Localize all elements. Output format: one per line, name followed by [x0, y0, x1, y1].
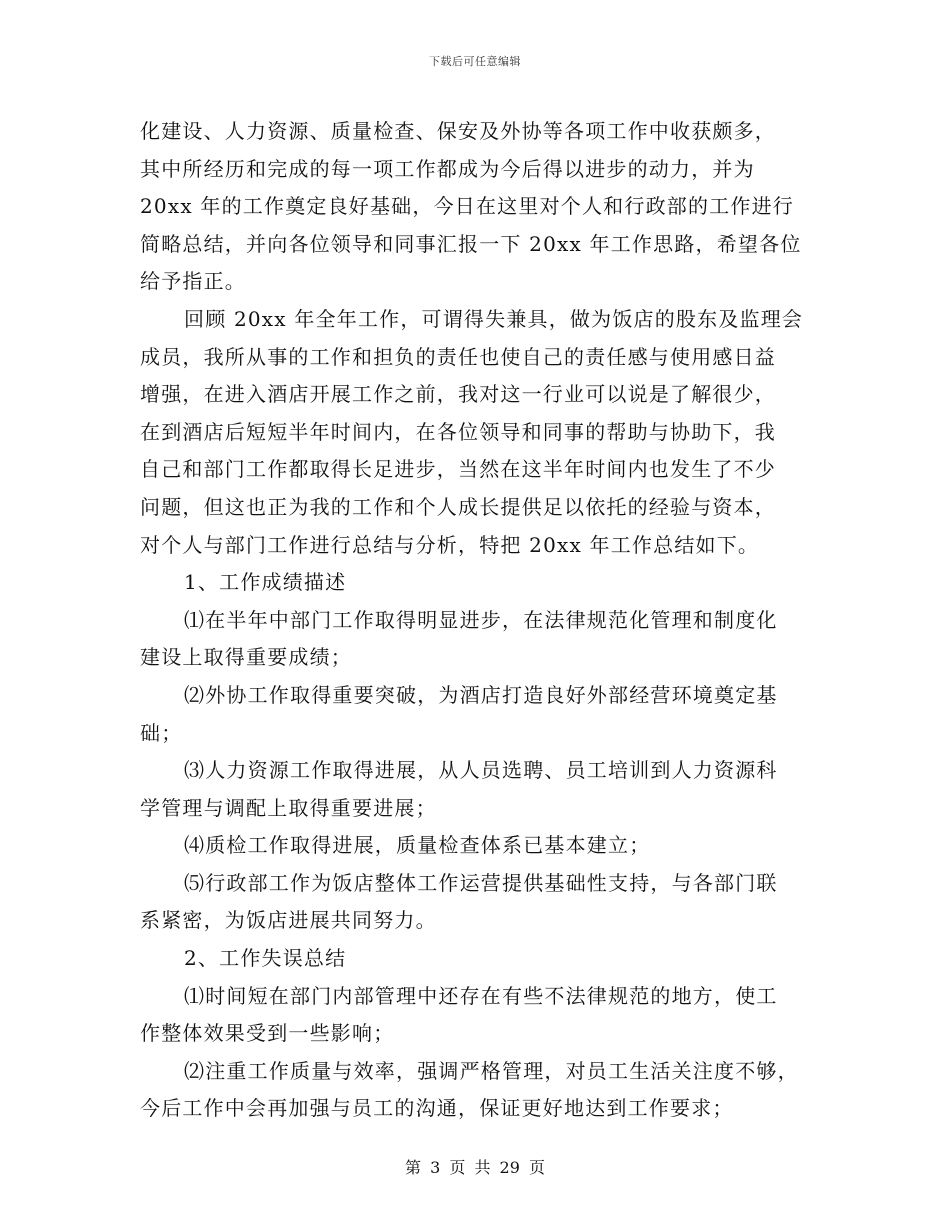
- text-line: ⑷质检工作取得进展，质量检查体系已基本建立；: [184, 833, 651, 858]
- text-line: 今后工作中会再加强与员工的沟通，保证更好地达到工作要求；: [140, 1096, 734, 1121]
- document-body: [140, 113, 820, 1128]
- text-line: 在到酒店后短短半年时间内，在各位领导和同事的帮助与协助下，我: [140, 419, 776, 444]
- text-line: 学管理与调配上取得重要进展；: [140, 795, 437, 820]
- text-line: 增强，在进入酒店开展工作之前，我对这一行业可以说是了解很少，: [140, 382, 776, 407]
- page-number-footer: 第 3 页 共 29 页: [405, 1158, 545, 1177]
- text-line: 系紧密，为饭店进展共同努力。: [140, 908, 437, 933]
- text-line: 对个人与部门工作进行总结与分析，特把 20xx 年工作总结如下。: [140, 532, 760, 557]
- text-line: 2、工作失误总结: [184, 946, 347, 971]
- text-line: 化建设、人力资源、质量检查、保安及外协等各项工作中收获颇多，: [140, 119, 776, 143]
- text-line: 成员，我所从事的工作和担负的责任也使自己的责任感与使用感日益: [140, 344, 776, 369]
- text-line: 1、工作成绩描述: [184, 570, 347, 595]
- text-line: ⑵注重工作质量与效率，强调严格管理，对员工生活关注度不够，: [184, 1058, 799, 1083]
- text-line: 问题，但这也正为我的工作和个人成长提供足以依托的经验与资本，: [140, 494, 776, 519]
- page-header: 下载后可任意编辑: [429, 55, 521, 68]
- text-line: 作整体效果受到一些影响；: [140, 1021, 395, 1046]
- text-line: 自己和部门工作都取得长足进步，当然在这半年时间内也发生了不少: [140, 457, 776, 482]
- text-line: 回顾 20xx 年全年工作，可谓得失兼具，做为饭店的股东及监理会: [184, 306, 804, 331]
- text-line: 给予指正。: [140, 269, 246, 294]
- text-line: 建设上取得重要成绩；: [140, 645, 352, 670]
- text-line: ⑴时间短在部门内部管理中还存在有些不法律规范的地方，使工: [184, 983, 778, 1008]
- text-line: 础；: [140, 720, 183, 745]
- text-line: ⑵外协工作取得重要突破，为酒店打造良好外部经营环境奠定基: [184, 682, 778, 707]
- text-line: 简略总结，并向各位领导和同事汇报一下 20xx 年工作思路，希望各位: [140, 231, 802, 256]
- text-line: ⑴在半年中部门工作取得明显进步，在法律规范化管理和制度化: [184, 607, 778, 632]
- text-line: ⑸行政部工作为饭店整体工作运营提供基础性支持，与各部门联: [184, 870, 778, 895]
- text-line: 20xx 年的工作奠定良好基础，今日在这里对个人和行政部的工作进行: [140, 194, 794, 219]
- text-line: ⑶人力资源工作取得进展，从人员选聘、员工培训到人力资源科: [184, 758, 778, 783]
- text-line: 其中所经历和完成的每一项工作都成为今后得以进步的动力，并为: [140, 156, 755, 181]
